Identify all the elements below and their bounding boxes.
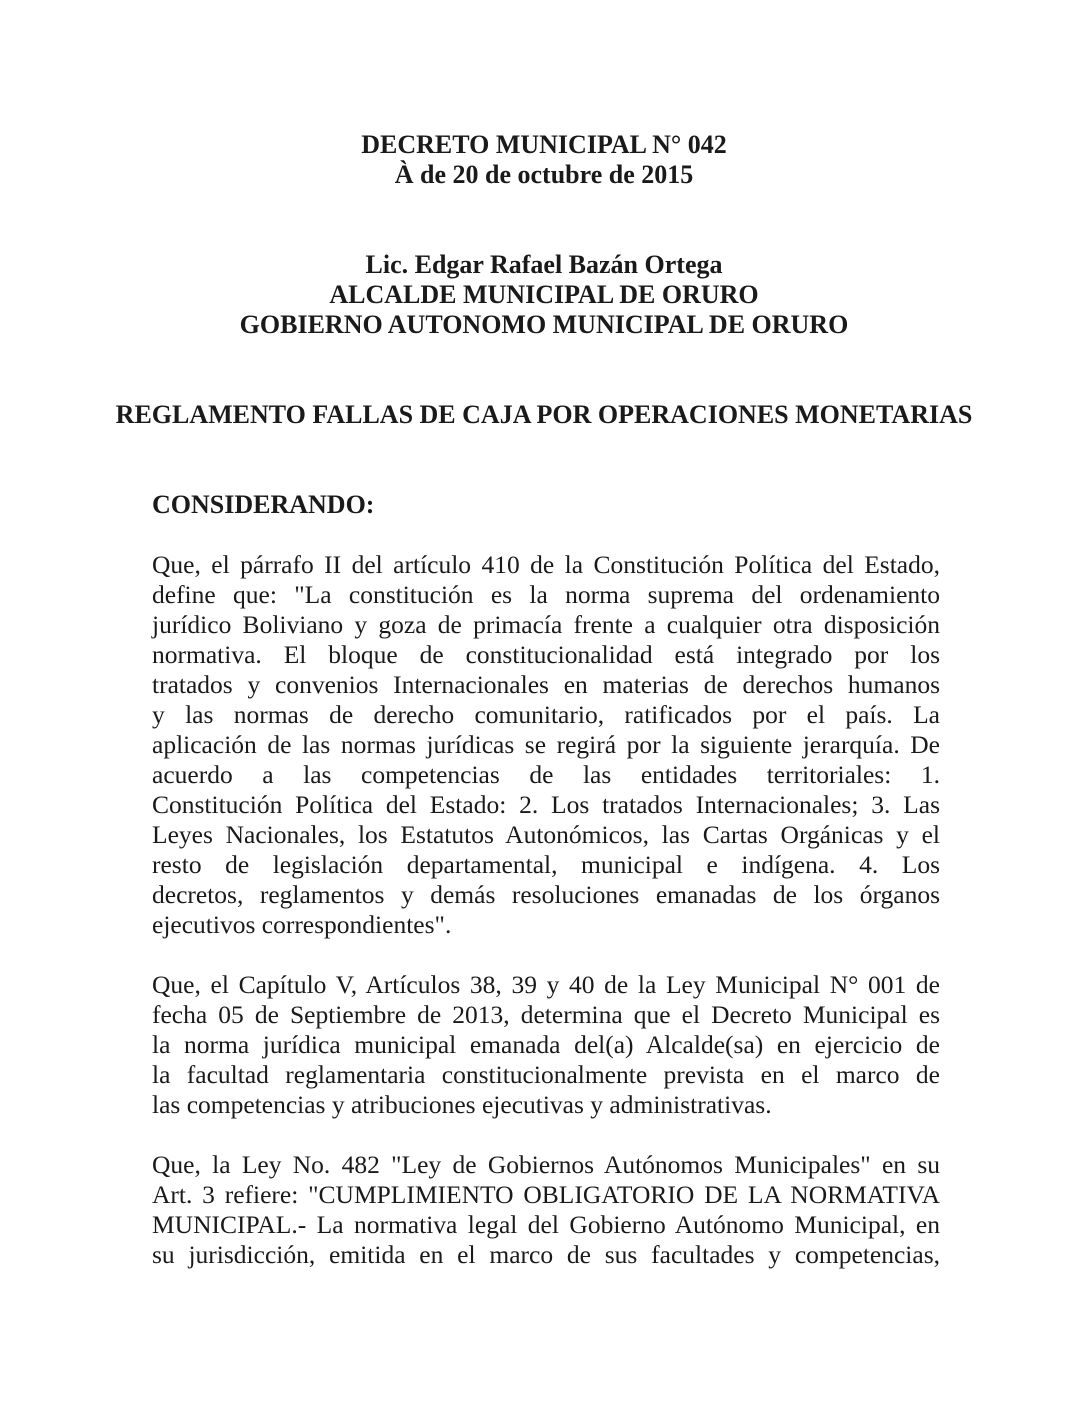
paragraph-line: su jurisdicción, emitida en el marco de sus facultades y competencias, [152,1240,940,1269]
paragraph-line: fecha 05 de Septiembre de 2013, determina que el Decreto Municipal es [152,1000,940,1029]
authority-government: GOBIERNO AUTONOMO MUNICIPAL DE ORURO [239,310,849,339]
decree-date: À de 20 de octubre de 2015 [394,160,694,189]
paragraph-1 [152,550,940,940]
section-heading: CONSIDERANDO: [152,490,375,519]
paragraph-line: MUNICIPAL.- La normativa legal del Gobierno Autónomo Municipal, en [152,1210,940,1239]
paragraph-line: las competencias y atribuciones ejecutivas y administrativas. [152,1090,772,1119]
decree-number: DECRETO MUNICIPAL N° 042 [361,130,727,159]
paragraph-line: la facultad reglamentaria constitucionalmente prevista en el marco de [152,1060,940,1089]
paragraph-line: Que, el párrafo II del artículo 410 de la Constitución Política del Estado, [152,550,940,579]
paragraph-line: Art. 3 refiere: "CUMPLIMIENTO OBLIGATORIO DE LA NORMATIVA [152,1180,940,1209]
authority-role: ALCALDE MUNICIPAL DE ORURO [329,280,759,309]
paragraph-line: decretos, reglamentos y demás resoluciones emanadas de los órganos [152,880,940,909]
paragraph-line: jurídico Boliviano y goza de primacía frente a cualquier otra disposición [152,610,940,639]
paragraph-2 [152,970,940,1120]
paragraph-line: aplicación de las normas jurídicas se regirá por la siguiente jerarquía. De [152,730,940,759]
paragraph-line: normativa. El bloque de constitucionalidad está integrado por los [152,640,940,669]
paragraph-line: ejecutivos correspondientes". [152,910,452,939]
paragraph-line: Que, la Ley No. 482 "Ley de Gobiernos Autónomos Municipales" en su [152,1150,940,1179]
paragraph-3 [152,1150,940,1270]
paragraph-line: resto de legislación departamental, municipal e indígena. 4. Los [152,850,940,879]
paragraph-line: acuerdo a las competencias de las entidades territoriales: 1. [152,760,940,789]
paragraph-line: Leyes Nacionales, los Estatutos Autonómicos, las Cartas Orgánicas y el [152,820,940,849]
paragraph-line: y las normas de derecho comunitario, ratificados por el país. La [152,700,940,729]
authority-name: Lic. Edgar Rafael Bazán Ortega [365,250,723,279]
paragraph-line: la norma jurídica municipal emanada del(a) Alcalde(sa) en ejercicio de [152,1030,940,1059]
paragraph-line: Que, el Capítulo V, Artículos 38, 39 y 40 de la Ley Municipal N° 001 de [152,970,940,999]
paragraph-line: define que: "La constitución es la norma suprema del ordenamiento [152,580,940,609]
document-title: REGLAMENTO FALLAS DE CAJA POR OPERACIONES MONETARIAS [115,400,973,429]
paragraph-line: Constitución Política del Estado: 2. Los tratados Internacionales; 3. Las [152,790,940,819]
paragraph-line: tratados y convenios Internacionales en materias de derechos humanos [152,670,940,699]
